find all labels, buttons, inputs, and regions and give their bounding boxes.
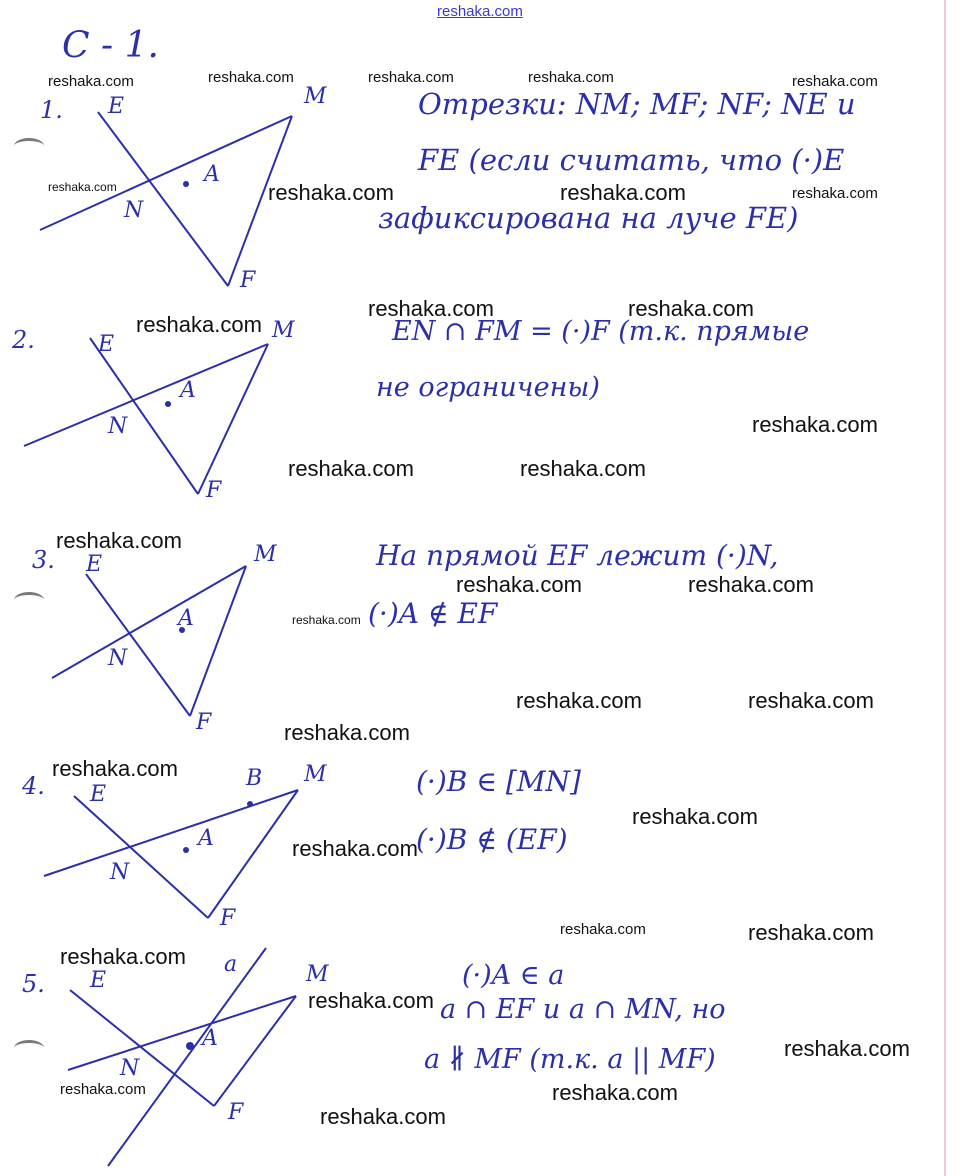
label-n: N xyxy=(108,414,128,439)
watermark: reshaka.com xyxy=(520,456,646,481)
answer-1-line-1: Отрезки: NM; MF; NF; NE и xyxy=(418,87,856,121)
watermark: reshaka.com xyxy=(208,69,294,86)
site-link[interactable]: reshaka.com xyxy=(437,3,523,20)
watermark: reshaka.com xyxy=(752,412,878,437)
answer-4-line-2: (·)B ∉ (EF) xyxy=(416,823,568,856)
answer-5-line-1: (·)A ∈ a xyxy=(462,960,565,991)
label-f: F xyxy=(228,1100,244,1125)
watermark: reshaka.com xyxy=(136,312,262,337)
problem-number-2: 2. xyxy=(12,326,35,354)
watermark: reshaka.com xyxy=(308,988,434,1013)
watermark: reshaka.com xyxy=(784,1036,910,1061)
answer-5-line-3: a ∦ MF (т.к. a || MF) xyxy=(424,1044,716,1075)
label-e: E xyxy=(90,968,107,993)
label-m: M xyxy=(272,318,295,343)
answer-1-line-3: зафиксирована на луче FE) xyxy=(378,201,799,235)
watermark: reshaka.com xyxy=(748,920,874,945)
answer-2-line-2: не ограничены) xyxy=(376,372,600,403)
watermark: reshaka.com xyxy=(56,528,182,553)
watermark: reshaka.com xyxy=(560,921,646,938)
answer-4-line-1: (·)B ∈ [MN] xyxy=(416,765,581,798)
watermark: reshaka.com xyxy=(288,456,414,481)
problem-number-3: 3. xyxy=(32,546,55,574)
label-f: F xyxy=(240,268,256,293)
figure-2 xyxy=(24,338,268,494)
watermark: reshaka.com xyxy=(792,185,878,202)
watermark: reshaka.com xyxy=(688,572,814,597)
watermark: reshaka.com xyxy=(628,296,754,321)
label-b: B xyxy=(246,766,263,791)
watermark: reshaka.com xyxy=(292,836,418,861)
watermark: reshaka.com xyxy=(320,1104,446,1129)
label-a: A xyxy=(204,162,220,187)
label-a: A xyxy=(198,826,214,851)
problem-number-5: 5. xyxy=(22,970,45,998)
label-f: F xyxy=(206,478,222,503)
label-n: N xyxy=(110,860,130,885)
figure-1 xyxy=(40,112,292,286)
watermark: reshaka.com xyxy=(792,73,878,90)
label-a: A xyxy=(180,378,196,403)
watermark: reshaka.com xyxy=(528,69,614,86)
watermark: reshaka.com xyxy=(52,756,178,781)
answer-2-line-1: EN ∩ FM = (·)F (т.к. прямые xyxy=(392,316,810,347)
label-f: F xyxy=(196,710,212,735)
answer-3-line-2: (·)A ∉ EF xyxy=(368,597,498,630)
watermark: reshaka.com xyxy=(48,180,117,194)
label-a-line: a xyxy=(224,952,238,977)
watermark: reshaka.com xyxy=(292,613,361,627)
label-m: M xyxy=(306,962,329,987)
watermark: reshaka.com xyxy=(60,1081,146,1098)
label-a: A xyxy=(202,1026,218,1051)
watermark: reshaka.com xyxy=(456,572,582,597)
label-m: M xyxy=(304,84,327,109)
label-n: N xyxy=(120,1056,140,1081)
problem-number-1: 1. xyxy=(40,96,63,124)
label-e: E xyxy=(98,332,115,357)
label-e: E xyxy=(90,782,107,807)
watermark: reshaka.com xyxy=(516,688,642,713)
watermark: reshaka.com xyxy=(268,180,394,205)
watermark: reshaka.com xyxy=(560,180,686,205)
label-m: M xyxy=(304,762,327,787)
watermark: reshaka.com xyxy=(748,688,874,713)
watermark: reshaka.com xyxy=(632,804,758,829)
answer-5-line-2: a ∩ EF и a ∩ MN, но xyxy=(440,994,726,1025)
watermark: reshaka.com xyxy=(60,944,186,969)
label-f: F xyxy=(220,906,236,931)
label-m: M xyxy=(254,542,277,567)
answer-3-line-1: На прямой EF лежит (·)N, xyxy=(376,539,779,572)
page-title: С - 1. xyxy=(62,25,159,66)
watermark: reshaka.com xyxy=(368,69,454,86)
watermark: reshaka.com xyxy=(284,720,410,745)
label-n: N xyxy=(124,198,144,223)
label-a: A xyxy=(178,606,194,631)
label-n: N xyxy=(108,646,128,671)
watermark: reshaka.com xyxy=(368,296,494,321)
watermark: reshaka.com xyxy=(48,73,134,90)
problem-number-4: 4. xyxy=(22,772,45,800)
figure-4 xyxy=(44,790,298,918)
answer-1-line-2: FE (если считать, что (·)E xyxy=(418,143,845,177)
label-e: E xyxy=(108,94,125,119)
label-e: E xyxy=(86,552,103,577)
watermark: reshaka.com xyxy=(552,1080,678,1105)
figure-3 xyxy=(52,566,246,716)
